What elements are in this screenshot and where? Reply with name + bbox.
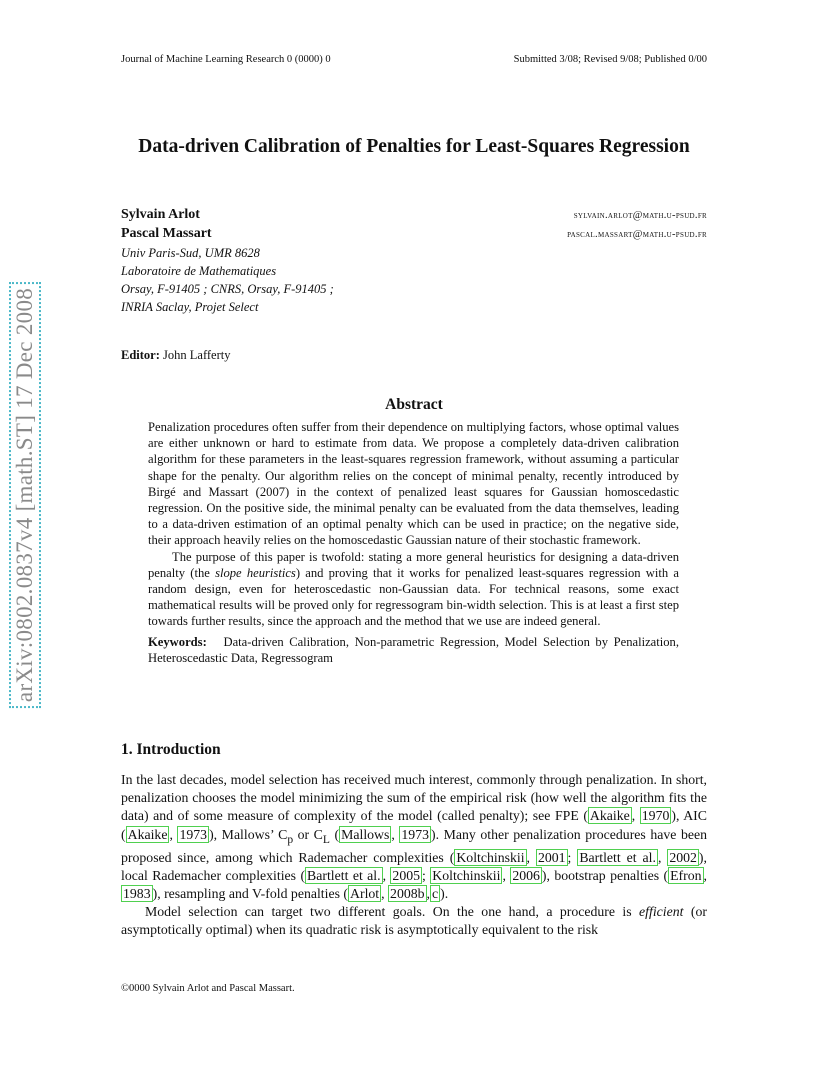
keywords-label: Keywords: [148,634,207,649]
citation-link[interactable]: Koltchinskii [432,867,501,883]
citation-link[interactable]: 1983 [123,885,151,901]
citation-link[interactable]: Mallows [341,826,390,842]
body-text [121,771,707,940]
citation-link[interactable]: c [432,885,439,901]
author-email[interactable]: pascal.massart@math.u-psud.fr [567,229,707,240]
affiliation-line: Univ Paris-Sud, UMR 8628 [121,246,260,260]
citation-link[interactable]: 2008b [390,885,425,901]
author-name: Sylvain Arlot [121,207,200,222]
paper-title: Data-driven Calibration of Penalties for Least-Squares Regression [138,136,690,157]
submission-dates: Submitted 3/08; Revised 9/08; Published 0/00 [513,54,707,65]
editor-label: Editor: [121,348,160,362]
author-email[interactable]: sylvain.arlot@math.u-psud.fr [573,210,707,221]
citation-link[interactable]: Koltchinskii [456,849,525,865]
section-heading: 1. Introduction [121,741,221,758]
abstract-paragraph: Penalization procedures often suffer from their dependence on multiplying factors, whose optimal values are either unknown or hard to estimate from data. We propose a completely data-driven calibration algorithm for these parameters in the least-squares regression framework, without assuming a particular shape for the penalty. Our algorithm relies on the concept of minimal penalty, recently introduced by Birgé and Massart (2007) in the context of penalized least squares for Gaussian homoscedastic regression. On the positive side, the minimal penalty can be evaluated from the data themselves, leading to a data-driven estimation of an optimal penalty which can be used in practice; on the negative side, their approach heavily relies on the homoscedastic Gaussian nature of their stochastic framework. [148,420,679,548]
body-paragraph: In the last decades, model selection has received much interest, commonly through penalization. In short, penalization chooses the model minimizing the sum of the empirical risk (how well the algorithm fits the data) and of some measure of complexity of the model (called penalty); see FPE ( Akaike , 1970 ), AIC ( Akaike , 1973 ), Mallows’ $C_p$ or $C_L$ ( Mallows , 1973 ). Many other penalization procedures have been proposed since, among which Rademacher complexities ( Koltchinskii , 2001 ; Bartlett et al. , 2002 ), local Rademacher complexities ( Bartlett et al. , 2005 ; Koltchinskii , 2006 ), bootstrap penalties ( Efron , 1983 ), resampling and V-fold penalties ( Arlot , 2008b , c ). [121,772,708,901]
arxiv-stamp[interactable] [6,248,44,743]
citation-link[interactable]: 2002 [669,849,697,865]
arxiv-stamp-text: arXiv:0802.0837v4 [math.ST] 17 Dec 2008 [9,282,41,708]
editor-name: John Lafferty [163,348,231,362]
copyright-footer: ©0000 Sylvain Arlot and Pascal Massart. [121,983,295,994]
keywords-list: Data-driven Calibration, Non-parametric Regression, Model Selection by Penalization, Heteroscedastic Data, Regressogram [148,634,679,665]
author-name: Pascal Massart [121,226,212,241]
citation-link[interactable]: Bartlett et al. [579,849,656,865]
citation-link[interactable]: 1970 [641,808,670,824]
citation-link[interactable]: 2001 [537,849,566,865]
body-paragraph: Model selection can target two different goals. On the one hand, a procedure is efficient (or asymptotically optimal) when its quadratic risk is asymptotically equivalent to the risk [121,904,707,938]
citation-link[interactable]: Efron [670,867,702,883]
keywords [148,634,679,666]
citation-link[interactable]: 1973 [179,826,208,842]
citation-link[interactable]: Akaike [127,826,168,842]
abstract-body [148,419,679,666]
citation-link[interactable]: 1973 [401,826,429,842]
citation-link[interactable]: Akaike [589,808,630,824]
citation-link[interactable]: Arlot [350,885,380,901]
editor-line [121,348,230,363]
abstract-heading: Abstract [385,396,443,413]
affiliation-line: INRIA Saclay, Projet Select [121,300,259,314]
affiliation-line: Laboratoire de Mathematiques [121,264,277,278]
citation-link[interactable]: 2005 [392,867,421,883]
affiliation-line: Orsay, F-91405 ; CNRS, Orsay, F-91405 ; [121,282,334,296]
abstract-paragraph: The purpose of this paper is twofold: stating a more general heuristics for designing a data-driven penalty (the slope heuristics) and proving that it works for penalized least-squares regression with a random design, even for heteroscedastic non-Gaussian data. For technical reasons, some exact mathematical results will be proved only for regressogram bin-width selection. This is at least a first step towards further results, since the approach and the method that we use are indeed general. [148,549,679,629]
citation-link[interactable]: Bartlett et al. [307,867,381,883]
journal-header: Journal of Machine Learning Research 0 (0000) 0 [121,54,331,65]
citation-link[interactable]: 2006 [512,867,540,883]
